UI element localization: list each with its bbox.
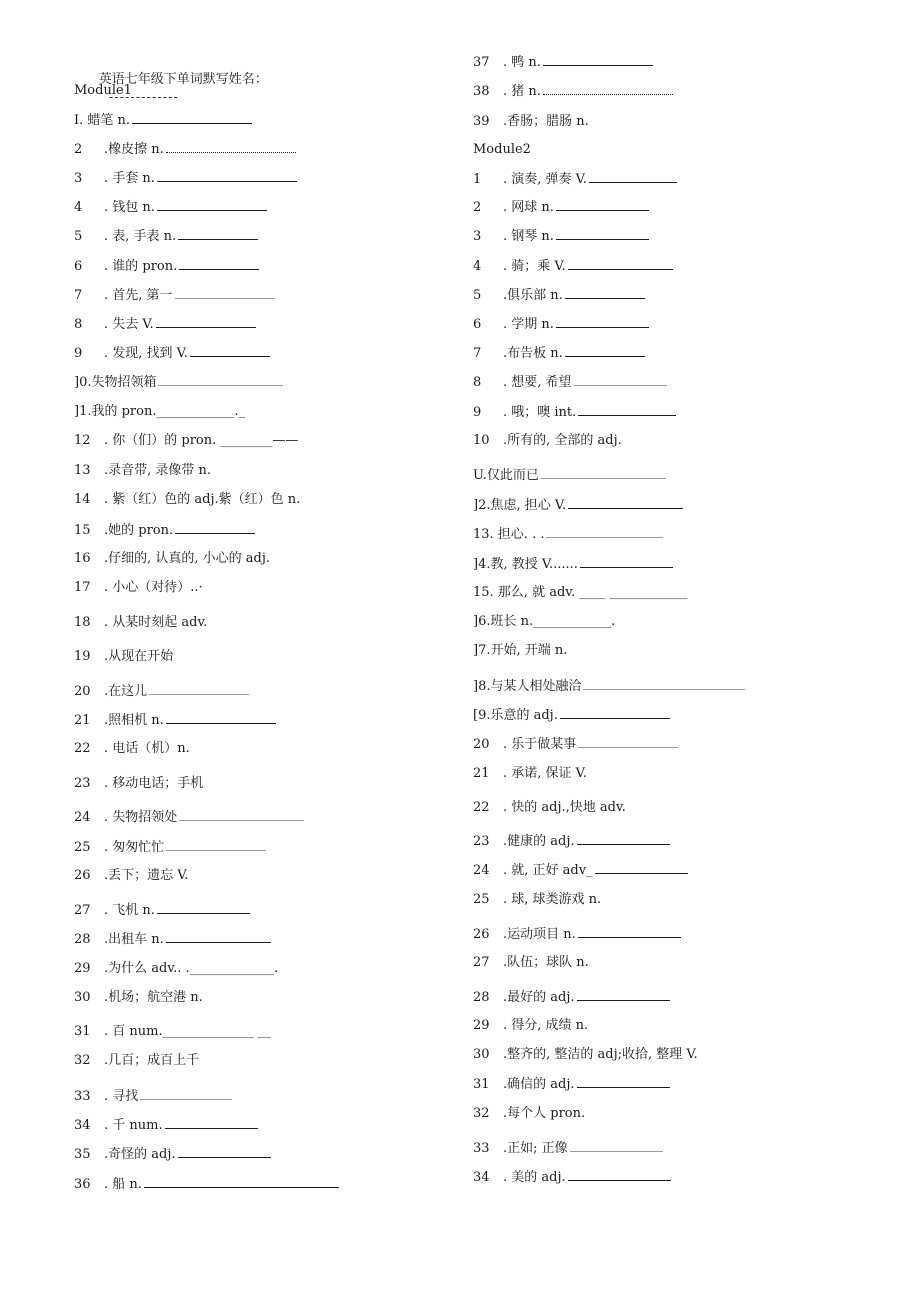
item-prompt: Module1 xyxy=(74,83,132,98)
item-prompt: . 从某时刻起 adv. xyxy=(104,615,208,630)
vocab-item xyxy=(74,344,270,363)
item-prompt: . 网球 n. xyxy=(503,200,554,215)
item-prompt: . 谁的 pron. xyxy=(104,259,178,274)
item-prompt: . 手套 n. xyxy=(104,171,155,186)
item-prompt: ]2.焦虑, 担心 V. xyxy=(473,498,567,513)
item-prompt: I. 蜡笔 n. xyxy=(74,113,131,128)
vocab-item xyxy=(74,682,249,701)
item-number: 27 xyxy=(74,903,91,918)
item-prompt: . 得分, 成绩 n. xyxy=(503,1018,589,1033)
item-number: 19 xyxy=(74,649,91,664)
vocab-item xyxy=(74,373,283,392)
vocab-item xyxy=(473,525,663,544)
vocab-item xyxy=(473,832,670,851)
answer-blank[interactable] xyxy=(583,677,745,690)
item-number: 34 xyxy=(473,1170,490,1185)
vocab-item xyxy=(473,432,622,450)
item-number: 31 xyxy=(473,1077,490,1092)
item-prompt: .从现在开始 xyxy=(104,649,174,664)
item-number: 26 xyxy=(473,927,490,942)
item-prompt: .香肠；腊肠 n. xyxy=(503,114,589,129)
item-prompt: .运动项目 n. xyxy=(503,927,576,942)
answer-blank[interactable] xyxy=(140,1087,232,1100)
vocab-item xyxy=(74,286,275,305)
vocab-item xyxy=(74,740,190,758)
answer-blank[interactable] xyxy=(157,169,297,182)
vocab-item xyxy=(473,735,678,754)
item-prompt: .最好的 adj. xyxy=(503,990,575,1005)
item-prompt: [9.乐意的 adj. xyxy=(473,708,558,723)
answer-blank[interactable] xyxy=(190,344,270,357)
vocab-item xyxy=(473,403,676,422)
vocab-item xyxy=(473,1139,663,1158)
item-prompt: .布告板 n. xyxy=(503,346,563,361)
item-prompt: Module2 xyxy=(473,142,531,157)
vocab-item xyxy=(74,614,207,632)
vocab-item xyxy=(74,257,259,276)
answer-blank[interactable] xyxy=(570,1139,663,1152)
vocab-item xyxy=(74,838,266,857)
vocab-item xyxy=(473,584,687,602)
item-number: 34 xyxy=(74,1118,91,1133)
vocab-item xyxy=(74,1175,339,1194)
item-prompt: .所有的, 全部的 adj. xyxy=(503,433,622,448)
title-text: 英语七年级下单词默写姓名： xyxy=(98,72,268,87)
answer-blank[interactable] xyxy=(166,711,276,724)
vocab-item xyxy=(473,257,673,276)
item-prompt: ]4.教, 教授 V....... xyxy=(473,557,578,572)
vocab-item xyxy=(473,613,615,631)
item-prompt: . 钱包 n. xyxy=(104,200,155,215)
item-number: 23 xyxy=(74,776,91,791)
answer-blank[interactable] xyxy=(577,988,670,1001)
vocab-item xyxy=(473,141,531,159)
vocab-item xyxy=(74,775,203,793)
item-prompt: . 小心（对待）..· xyxy=(104,580,203,595)
item-prompt: .仔细的, 认真的, 小心的 adj. xyxy=(104,551,271,566)
vocab-item xyxy=(74,169,297,188)
answer-blank[interactable] xyxy=(144,1175,339,1188)
vocab-item xyxy=(473,1075,670,1094)
item-number: 33 xyxy=(74,1089,91,1104)
item-prompt: . 百 num.______________ __ xyxy=(104,1024,271,1039)
vocab-item xyxy=(74,1052,199,1070)
vocab-item xyxy=(74,432,298,450)
answer-blank[interactable] xyxy=(574,373,667,386)
item-number: 7 xyxy=(473,346,482,361)
item-prompt: . 承诺, 保证 V. xyxy=(503,766,587,781)
item-number: 5 xyxy=(473,288,482,303)
item-number: 2 xyxy=(473,200,482,215)
answer-blank[interactable] xyxy=(157,198,267,211)
vocab-item xyxy=(473,198,649,217)
item-prompt: . 骑；乘 V. xyxy=(503,259,566,274)
answer-blank[interactable] xyxy=(568,1168,671,1181)
item-number: 25 xyxy=(74,840,91,855)
item-number: 7 xyxy=(74,288,83,303)
item-prompt: .几百；成百上千 xyxy=(104,1053,200,1068)
answer-blank[interactable] xyxy=(577,832,670,845)
vocab-item xyxy=(473,496,683,515)
item-number: 18 xyxy=(74,615,91,630)
vocab-item xyxy=(473,891,601,909)
item-prompt: 15. 那么, 就 adv. ____ ____________ xyxy=(473,585,688,600)
answer-blank[interactable] xyxy=(165,1116,258,1129)
item-prompt: . 飞机 n. xyxy=(104,903,155,918)
answer-blank[interactable] xyxy=(179,808,304,821)
item-prompt: .奇怪的 adj. xyxy=(104,1147,176,1162)
vocab-item xyxy=(74,930,271,949)
item-prompt: . 电话（机）n. xyxy=(104,741,190,756)
item-prompt: .在这儿 xyxy=(104,684,148,699)
answer-blank[interactable] xyxy=(565,344,645,357)
vocab-item xyxy=(473,765,587,783)
vocab-item xyxy=(473,466,666,485)
answer-blank[interactable] xyxy=(578,403,676,416)
item-prompt: . 你（们）的 pron. ________—— xyxy=(104,433,299,448)
item-prompt: . 学期 n. xyxy=(503,317,554,332)
item-number: 3 xyxy=(473,229,482,244)
item-number: 23 xyxy=(473,834,490,849)
item-prompt: .她的 pron. xyxy=(104,523,174,538)
vocab-item xyxy=(74,867,189,885)
item-prompt: . 鸭 n. xyxy=(503,55,541,70)
item-number: 35 xyxy=(74,1147,91,1162)
answer-blank[interactable] xyxy=(179,257,259,270)
item-prompt: . 球, 球类游戏 n. xyxy=(503,892,602,907)
answer-blank[interactable] xyxy=(560,706,670,719)
vocab-item xyxy=(473,286,645,305)
item-prompt: . 千 num. xyxy=(104,1118,163,1133)
item-prompt: .健康的 adj. xyxy=(503,834,575,849)
item-number: 16 xyxy=(74,551,91,566)
answer-blank[interactable] xyxy=(556,198,649,211)
vocab-item xyxy=(74,140,296,159)
answer-blank[interactable] xyxy=(541,466,666,479)
item-number: 12 xyxy=(74,433,91,448)
vocab-item xyxy=(473,170,677,189)
vocab-item xyxy=(473,1017,588,1035)
item-prompt: 13. 担心. . . xyxy=(473,527,545,542)
item-number: 26 xyxy=(74,868,91,883)
item-prompt: . 匆匆忙忙 xyxy=(104,840,165,855)
vocab-item xyxy=(74,1116,258,1135)
answer-blank[interactable] xyxy=(578,735,678,748)
item-prompt: .俱乐部 n. xyxy=(503,288,563,303)
item-number: 25 xyxy=(473,892,490,907)
item-prompt: . 船 n. xyxy=(104,1177,142,1192)
item-prompt: ]8.与某人相处融洽 xyxy=(473,679,582,694)
vocab-item xyxy=(473,1046,698,1064)
item-number: 2 xyxy=(74,142,83,157)
vocab-item xyxy=(473,555,673,574)
item-prompt: .照相机 n. xyxy=(104,713,164,728)
item-number: 24 xyxy=(74,810,91,825)
item-prompt: U.仅此而已 xyxy=(473,468,539,483)
item-number: 8 xyxy=(473,375,482,390)
vocab-item xyxy=(74,648,173,666)
answer-blank[interactable] xyxy=(166,838,266,851)
vocab-item xyxy=(74,462,211,480)
answer-blank[interactable] xyxy=(175,286,275,299)
vocab-item xyxy=(74,808,304,827)
item-prompt: ]6.班长 n.____________. xyxy=(473,614,616,629)
item-number: 8 xyxy=(74,317,83,332)
item-number: 22 xyxy=(473,800,490,815)
item-number: 27 xyxy=(473,955,490,970)
vocab-item xyxy=(74,1087,232,1106)
answer-blank[interactable] xyxy=(178,1145,271,1158)
item-prompt: . 猪 n. xyxy=(503,84,541,99)
answer-blank[interactable] xyxy=(556,227,649,240)
vocab-item xyxy=(74,550,270,568)
item-prompt: .确信的 adj. xyxy=(503,1077,575,1092)
item-prompt: ]1.我的 pron.____________._ xyxy=(74,404,246,419)
vocab-item xyxy=(74,579,203,597)
answer-blank[interactable] xyxy=(132,111,252,124)
item-prompt: . 失去 V. xyxy=(104,317,154,332)
item-number: 36 xyxy=(74,1177,91,1192)
item-number: 4 xyxy=(74,200,83,215)
item-number: 9 xyxy=(74,346,83,361)
vocab-item xyxy=(473,706,670,725)
item-prompt: .出租车 n. xyxy=(104,932,164,947)
item-number: 9 xyxy=(473,405,482,420)
vocab-item xyxy=(473,227,649,246)
item-number: 32 xyxy=(473,1106,490,1121)
item-number: 28 xyxy=(473,990,490,1005)
vocab-item xyxy=(74,711,276,730)
item-prompt: .每个人 pron. xyxy=(503,1106,586,1121)
item-prompt: .正如; 正像 xyxy=(503,1141,568,1156)
answer-blank[interactable] xyxy=(543,53,653,66)
item-number: 22 xyxy=(74,741,91,756)
item-prompt: .录音带, 录像带 n. xyxy=(104,463,212,478)
item-prompt: . 美的 adj. xyxy=(503,1170,566,1185)
answer-blank[interactable] xyxy=(577,1075,670,1088)
vocab-item xyxy=(74,1023,271,1041)
vocab-item xyxy=(74,989,203,1007)
vocab-item xyxy=(473,315,649,334)
answer-blank[interactable] xyxy=(556,315,649,328)
item-prompt: . 寻找 xyxy=(104,1089,139,1104)
vocab-item xyxy=(74,960,278,978)
item-prompt: . 就, 正好 adv_ xyxy=(503,863,593,878)
answer-blank[interactable] xyxy=(175,521,255,534)
vocab-item xyxy=(473,373,667,392)
item-prompt: ]7.开始, 开端 n. xyxy=(473,643,568,658)
item-number: 38 xyxy=(473,84,490,99)
item-number: 20 xyxy=(74,684,91,699)
item-number: 39 xyxy=(473,114,490,129)
vocab-item xyxy=(74,521,255,540)
answer-blank[interactable] xyxy=(589,170,677,183)
vocab-item xyxy=(74,403,245,421)
item-prompt: . 移动电话；手机 xyxy=(104,776,204,791)
item-prompt: . 发现, 找到 V. xyxy=(104,346,188,361)
answer-blank[interactable] xyxy=(568,257,673,270)
answer-blank[interactable] xyxy=(158,373,283,386)
vocab-item xyxy=(473,53,653,72)
answer-blank[interactable] xyxy=(565,286,645,299)
item-number: 32 xyxy=(74,1053,91,1068)
answer-blank[interactable] xyxy=(580,555,673,568)
item-prompt: .橡皮擦 n. xyxy=(104,142,164,157)
item-number: 21 xyxy=(473,766,490,781)
vocab-item xyxy=(473,1105,585,1123)
item-number: 4 xyxy=(473,259,482,274)
item-number: 1 xyxy=(473,172,482,187)
answer-blank[interactable] xyxy=(543,82,673,95)
vocab-item xyxy=(74,198,267,217)
item-prompt: . 乐于做某事 xyxy=(503,737,577,752)
item-number: 17 xyxy=(74,580,91,595)
answer-blank[interactable] xyxy=(149,682,249,695)
answer-blank[interactable] xyxy=(578,925,681,938)
answer-blank[interactable] xyxy=(178,227,258,240)
vocab-item xyxy=(473,677,745,696)
vocab-item xyxy=(473,82,673,101)
item-number: 29 xyxy=(74,961,91,976)
vocab-item xyxy=(74,901,250,920)
item-prompt: .队伍；球队 n. xyxy=(503,955,589,970)
answer-blank[interactable] xyxy=(546,525,663,538)
item-number: 14 xyxy=(74,492,91,507)
vocab-item xyxy=(473,799,626,817)
item-prompt: . 失物招领处 xyxy=(104,810,178,825)
item-prompt: .为什么 adv.. ._____________. xyxy=(104,961,279,976)
item-number: 3 xyxy=(74,171,83,186)
vocab-item xyxy=(473,113,589,131)
item-number: 6 xyxy=(74,259,83,274)
vocab-item xyxy=(74,227,258,246)
item-prompt: . 想要, 希望 xyxy=(503,375,572,390)
answer-blank[interactable] xyxy=(568,496,683,509)
answer-blank[interactable] xyxy=(157,901,250,914)
item-prompt: .丢下；遗忘 V. xyxy=(104,868,189,883)
item-number: 5 xyxy=(74,229,83,244)
vocab-item xyxy=(74,111,252,130)
item-number: 20 xyxy=(473,737,490,752)
item-number: 28 xyxy=(74,932,91,947)
vocab-item xyxy=(473,642,567,660)
item-number: 33 xyxy=(473,1141,490,1156)
item-number: 30 xyxy=(473,1047,490,1062)
item-number: 21 xyxy=(74,713,91,728)
answer-blank[interactable] xyxy=(595,861,688,874)
item-prompt: . 首先, 第一 xyxy=(104,288,173,303)
item-number: 37 xyxy=(473,55,490,70)
item-prompt: .机场；航空港 n. xyxy=(104,990,203,1005)
item-prompt: . 演奏, 弹奏 V. xyxy=(503,172,587,187)
item-number: 15 xyxy=(74,523,91,538)
answer-blank[interactable] xyxy=(166,930,271,943)
item-number: 31 xyxy=(74,1024,91,1039)
vocab-item xyxy=(473,861,688,880)
answer-blank[interactable] xyxy=(166,140,296,153)
item-prompt: . 钢琴 n. xyxy=(503,229,554,244)
item-number: 30 xyxy=(74,990,91,1005)
vocab-item xyxy=(74,491,300,509)
item-prompt: ]0.失物招领箱 xyxy=(74,375,157,390)
item-number: 29 xyxy=(473,1018,490,1033)
item-prompt: .整齐的, 整洁的 adj;收拾, 整理 V. xyxy=(503,1047,698,1062)
item-number: 13 xyxy=(74,463,91,478)
item-prompt: . 哦；噢 int. xyxy=(503,405,577,420)
item-number: 10 xyxy=(473,433,490,448)
answer-blank[interactable] xyxy=(156,315,256,328)
vocab-item xyxy=(473,344,645,363)
vocab-item xyxy=(473,988,670,1007)
vocab-item xyxy=(74,82,132,100)
vocab-item xyxy=(473,925,681,944)
vocab-item xyxy=(473,954,589,972)
item-prompt: . 表, 手表 n. xyxy=(104,229,177,244)
item-prompt: . 快的 adj.,快地 adv. xyxy=(503,800,626,815)
vocab-item xyxy=(74,315,256,334)
vocab-item xyxy=(473,1168,671,1187)
item-number: 6 xyxy=(473,317,482,332)
item-prompt: . 紫（红）色的 adj.紫（红）色 n. xyxy=(104,492,301,507)
name-blank[interactable]: ------------- xyxy=(108,90,179,105)
item-number: 24 xyxy=(473,863,490,878)
vocab-item xyxy=(74,1145,271,1164)
